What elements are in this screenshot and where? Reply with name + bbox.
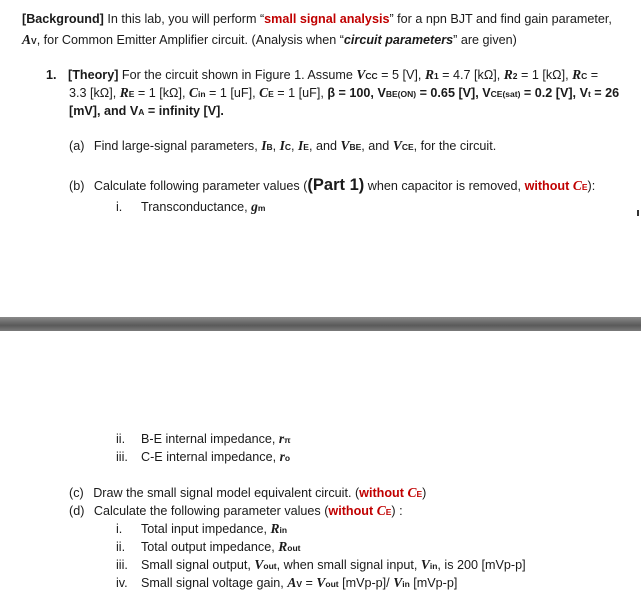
part-d-label: (d) bbox=[69, 504, 85, 518]
list-item: iii. C-E internal impedance, ro bbox=[116, 449, 291, 464]
part-b-label: (b) bbox=[69, 179, 85, 193]
list-item: iv. Small signal voltage gain, AV = Vout [mVp-p]/ Vin [mVp-p] bbox=[116, 575, 458, 590]
list-item: i. Transconductance, gm bbox=[116, 199, 266, 214]
theory-line-1: 1. [Theory] For the circuit shown in Figure 1. Assume VCC = 5 [V], R1 = 4.7 [kΩ], R2 = 1 [kΩ], RC = bbox=[46, 67, 599, 82]
margin-mark bbox=[637, 210, 639, 216]
theory-line-2: 3.3 [kΩ], RE = 1 [kΩ], Cin = 1 [uF], CE = 1 [uF], β = 100, VBE(ON) = 0.65 [V], VCE(sat) = 0.2 [V], Vt = 26 bbox=[69, 85, 620, 100]
background-line-2: AV, for Common Emitter Amplifier circuit. (Analysis when “circuit parameters” are given) bbox=[22, 32, 517, 47]
list-item: ii. B-E internal impedance, rπ bbox=[116, 431, 291, 446]
list-item: i. Total input impedance, Rin bbox=[116, 521, 288, 536]
page-divider bbox=[0, 317, 641, 331]
part-d: (d) Calculate the following parameter values (without CE) : bbox=[69, 503, 403, 518]
small-signal-emphasis: small signal analysis bbox=[264, 12, 390, 26]
list-item: ii. Total output impedance, Rout bbox=[116, 539, 301, 554]
background-label: [Background] bbox=[22, 12, 104, 26]
list-item: iii. Small signal output, Vout, when small signal input, Vin, is 200 [mVp-p] bbox=[116, 557, 526, 572]
question-number: 1. bbox=[46, 68, 57, 82]
theory-label: [Theory] bbox=[68, 68, 119, 82]
part-a: (a) Find large-signal parameters, IB, IC, IE, and VBE, and VCE, for the circuit. bbox=[69, 138, 497, 153]
part-a-label: (a) bbox=[69, 139, 85, 153]
part-b: (b) Calculate following parameter values ((Part 1) when capacitor is removed, without CE): bbox=[69, 176, 596, 194]
part-1-heading: (Part 1) bbox=[307, 176, 365, 194]
circuit-parameters-emphasis: circuit parameters bbox=[343, 33, 454, 47]
part-c-label: (c) bbox=[69, 486, 84, 500]
background-line-1: [Background] In this lab, you will perform “small signal analysis” for a npn BJT and find gain parameter, bbox=[22, 12, 612, 26]
theory-line-3: [mV], and VA = infinity [V]. bbox=[69, 104, 224, 118]
part-c: (c) Draw the small signal model equivalent circuit. (without CE) bbox=[69, 485, 427, 500]
